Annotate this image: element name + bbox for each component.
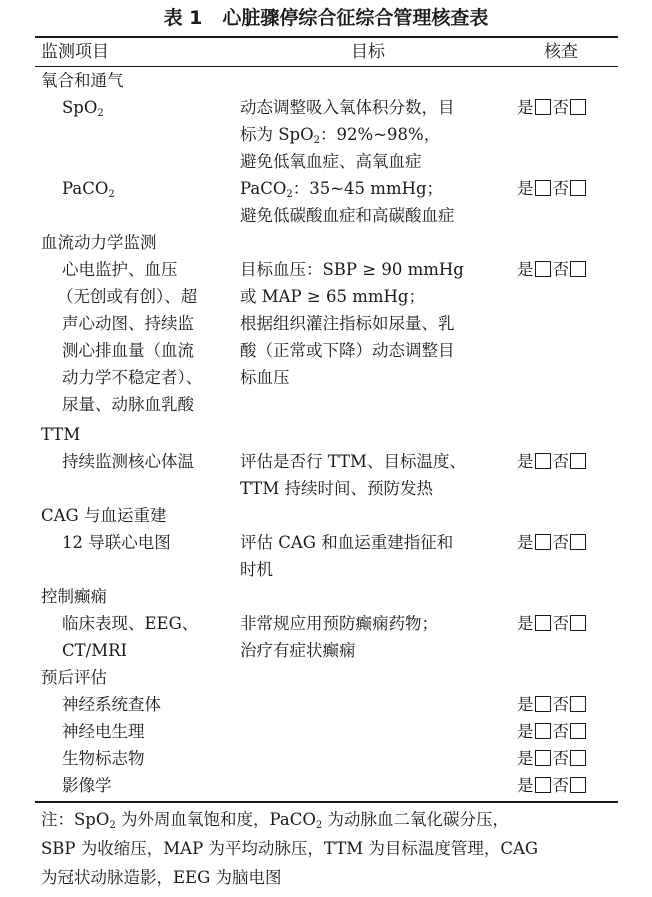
imaging-yes-checkbox[interactable] [535, 777, 551, 793]
spo2-check: 是 否 [517, 95, 588, 121]
prognosis-item: 生物标志物 [62, 749, 145, 768]
biomarker-no-checkbox[interactable] [570, 750, 586, 766]
hemo-item-line: 测心排血量（血流 [62, 341, 194, 360]
cag-target-line: 评估 CAG 和血运重建指征和 [240, 533, 454, 552]
header-check: 核查 [544, 42, 578, 62]
prognosis-check: 是 否 [517, 719, 588, 745]
section-ttm-title: TTM [41, 425, 81, 444]
ttm-target-line: TTM 持续时间、预防发热 [240, 479, 433, 498]
hemo-item-line: 声心动图、持续监 [62, 314, 194, 333]
section-prognosis-title: 预后评估 [41, 668, 107, 687]
hemo-yes-checkbox[interactable] [535, 261, 551, 277]
hemo-item-line: 尿量、动脉血乳酸 [62, 395, 194, 414]
cag-no-checkbox[interactable] [570, 534, 586, 550]
ttm-item: 持续监测核心体温 [62, 452, 194, 471]
footnote-line: SBP 为收缩压，MAP 为平均动脉压，TTM 为目标温度管理，CAG [41, 839, 539, 858]
epilepsy-yes-checkbox[interactable] [535, 615, 551, 631]
eeg-yes-checkbox[interactable] [535, 723, 551, 739]
paco2-item: PaCO$_2$ [62, 179, 115, 200]
spo2-target-line: 动态调整吸入氧体积分数，目 [240, 98, 455, 117]
header-rule [35, 66, 618, 67]
footnote-line: 注：SpO$_2$ 为外周血氧饱和度，PaCO$_2$ 为动脉血二氧化碳分压， [41, 810, 510, 831]
prognosis-item: 神经系统查体 [62, 695, 161, 714]
ttm-yes-checkbox[interactable] [535, 453, 551, 469]
table-number: 表 1 [163, 7, 203, 29]
hemo-target-line: 或 MAP ≥ 65 mmHg； [240, 287, 425, 306]
eeg-no-checkbox[interactable] [570, 723, 586, 739]
section-epilepsy-title: 控制癫痫 [41, 587, 107, 606]
paco2-target-line: PaCO$_2$：35~45 mmHg； [240, 179, 444, 200]
paco2-no-checkbox[interactable] [570, 180, 586, 196]
ttm-no-checkbox[interactable] [570, 453, 586, 469]
table-title-text: 心脏骤停综合征综合管理核查表 [222, 7, 489, 29]
epilepsy-item-line: CT/MRI [62, 641, 128, 660]
epilepsy-no-checkbox[interactable] [570, 615, 586, 631]
paco2-check: 是 否 [517, 176, 588, 202]
epilepsy-target-line: 治疗有症状癫痫 [240, 641, 356, 660]
hemo-target-line: 根据组织灌注指标如尿量、乳 [240, 314, 455, 333]
hemo-check: 是 否 [517, 257, 588, 283]
epilepsy-target-line: 非常规应用预防癫痫药物； [240, 614, 438, 633]
prognosis-item: 影像学 [62, 776, 112, 795]
hemo-target-line: 目标血压：SBP ≥ 90 mmHg [240, 260, 464, 279]
top-rule [35, 36, 618, 38]
spo2-yes-checkbox[interactable] [535, 99, 551, 115]
hemo-target-line: 标血压 [240, 368, 290, 387]
cag-yes-checkbox[interactable] [535, 534, 551, 550]
epilepsy-item-line: 临床表现、EEG、 [62, 614, 199, 633]
imaging-no-checkbox[interactable] [570, 777, 586, 793]
spo2-no-checkbox[interactable] [570, 99, 586, 115]
paco2-target-line: 避免低碳酸血症和高碳酸血症 [240, 206, 455, 225]
spo2-item: SpO$_2$ [62, 98, 104, 119]
exam-yes-checkbox[interactable] [535, 696, 551, 712]
ttm-check: 是 否 [517, 449, 588, 475]
bottom-rule [35, 801, 618, 803]
hemo-item-line: 心电监护、血压 [62, 260, 178, 279]
hemo-item-line: （无创或有创）、超 [57, 287, 198, 306]
prognosis-check: 是 否 [517, 692, 588, 718]
prognosis-item: 神经电生理 [62, 722, 145, 741]
hemo-target-line: 酸（正常或下降）动态调整目 [240, 341, 455, 360]
spo2-target-line: 避免低氧血症、高氧血症 [240, 152, 422, 171]
footnote-line: 为冠状动脉造影，EEG 为脑电图 [41, 868, 282, 887]
biomarker-yes-checkbox[interactable] [535, 750, 551, 766]
header-item: 监测项目 [41, 42, 109, 62]
cag-check: 是 否 [517, 530, 588, 556]
cag-target-line: 时机 [240, 560, 273, 579]
ttm-target-line: 评估是否行 TTM、目标温度、 [240, 452, 466, 471]
hemo-no-checkbox[interactable] [570, 261, 586, 277]
table-title [0, 4, 652, 32]
hemo-item-line: 动力学不稳定者）、 [62, 368, 203, 387]
prognosis-check: 是 否 [517, 773, 588, 799]
section-hemo-title: 血流动力学监测 [41, 233, 157, 252]
prognosis-check: 是 否 [517, 746, 588, 772]
epilepsy-check: 是 否 [517, 611, 588, 637]
section-cag-title: CAG 与血运重建 [41, 506, 167, 525]
header-target: 目标 [351, 42, 385, 62]
exam-no-checkbox[interactable] [570, 696, 586, 712]
section-oxygen-title: 氧合和通气 [41, 71, 124, 90]
paco2-yes-checkbox[interactable] [535, 180, 551, 196]
spo2-target-line: 标为 SpO$_2$：92%~98%， [240, 125, 441, 146]
cag-item: 12 导联心电图 [62, 533, 171, 552]
